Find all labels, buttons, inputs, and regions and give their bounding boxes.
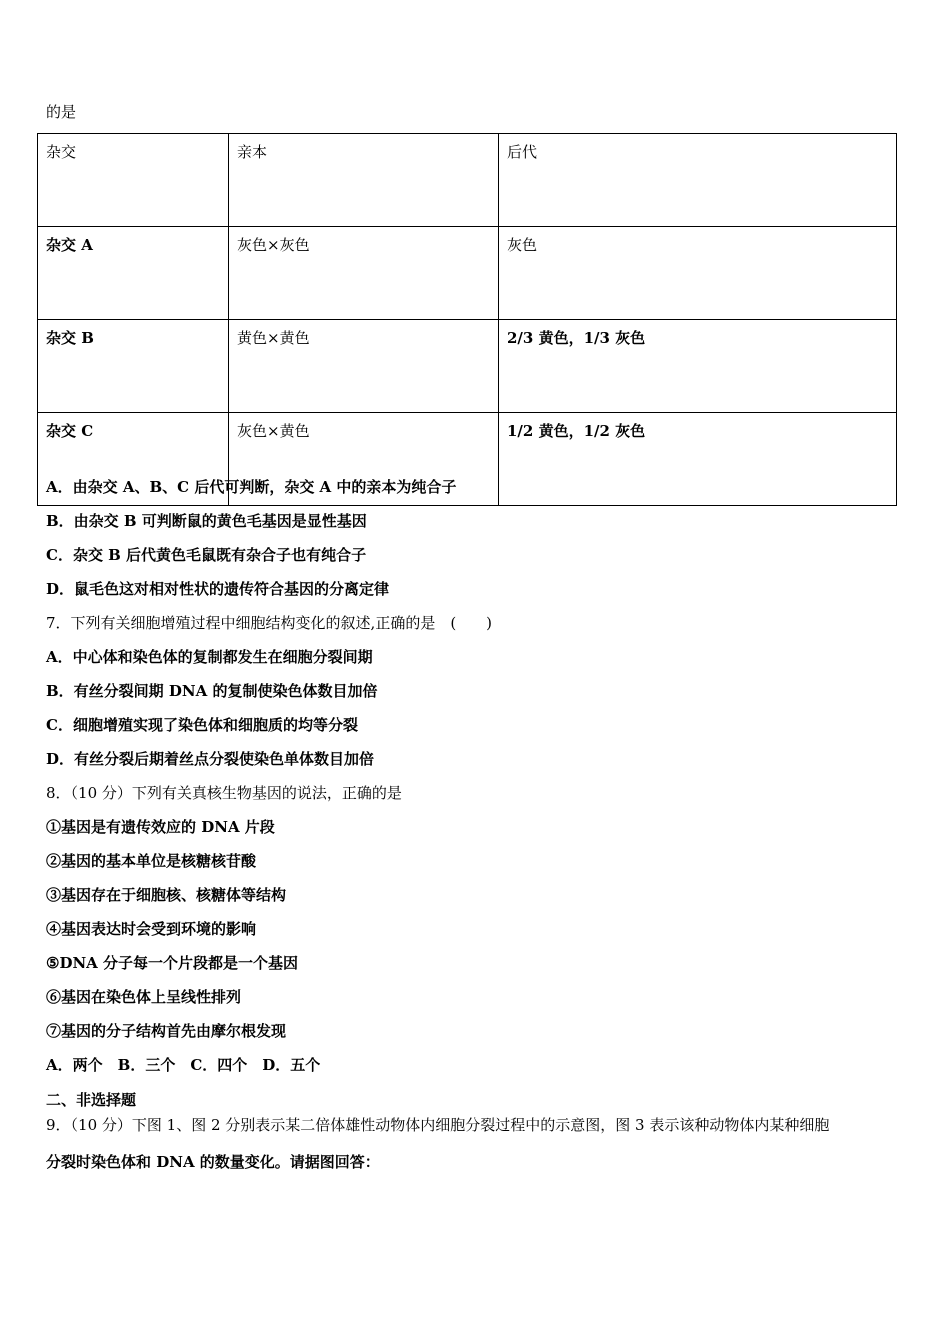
cross-table: [37, 133, 897, 506]
table-cell: 杂交 A: [38, 227, 229, 320]
table-row: [38, 227, 897, 320]
table-cell: 灰色×灰色: [229, 227, 499, 320]
table-cell: 2/3 黄色，1/3 灰色: [499, 320, 897, 413]
q9-stem-line1: 9．（10 分）下图 1、图 2 分别表示某二倍体雄性动物体内细胞分裂过程中的示意图，图 3 表示该种动物体内某种细胞: [46, 1116, 830, 1134]
table-cell: 灰色×黄色: [229, 413, 499, 506]
table-cell: 杂交 C: [38, 413, 229, 506]
q8-statement: ⑦基因的分子结构首先由摩尔根发现: [46, 1022, 287, 1040]
q8-statement: ⑤DNA 分子每一个片段都是一个基因: [46, 954, 299, 972]
q7-stem: 7．下列有关细胞增殖过程中细胞结构变化的叙述,正确的是 ( ): [46, 614, 493, 632]
q8-statement: ⑥基因在染色体上呈线性排列: [46, 988, 242, 1006]
table-cell: 杂交 B: [38, 320, 229, 413]
q8-statement: ③基因存在于细胞核、核糖体等结构: [46, 886, 287, 904]
q7-option-c: C．细胞增殖实现了染色体和细胞质的均等分裂: [46, 716, 358, 734]
q6-option-c: C．杂交 B 后代黄色毛鼠既有杂合子也有纯合子: [46, 546, 367, 564]
q7-option-d: D．有丝分裂后期着丝点分裂使染色单体数目加倍: [46, 750, 375, 768]
q8-statement: ①基因是有遗传效应的 DNA 片段: [46, 818, 275, 836]
table-cell: 灰色: [499, 227, 897, 320]
q7-option-b: B．有丝分裂间期 DNA 的复制使染色体数目加倍: [46, 682, 378, 700]
q9-stem-line2: 分裂时染色体和 DNA 的数量变化。请据图回答：: [46, 1153, 380, 1171]
table-header-cell: 后代: [499, 134, 897, 227]
question-intro-fragment: 的是: [46, 103, 77, 121]
q8-statement: ②基因的基本单位是核糖核苷酸: [46, 852, 257, 870]
table-header-cell: 亲本: [229, 134, 499, 227]
table-cell: 1/2 黄色，1/2 灰色: [499, 413, 897, 506]
table-header-row: [38, 134, 897, 227]
q6-option-a: A．由杂交 A、B、C 后代可判断，杂交 A 中的亲本为纯合子: [46, 478, 457, 496]
q6-option-b: B．由杂交 B 可判断鼠的黄色毛基因是显性基因: [46, 512, 367, 530]
q6-option-d: D．鼠毛色这对相对性状的遗传符合基因的分离定律: [46, 580, 390, 598]
table-row: [38, 320, 897, 413]
q8-options: A．两个 B．三个 C．四个 D．五个: [46, 1056, 321, 1074]
q8-statement: ④基因表达时会受到环境的影响: [46, 920, 257, 938]
table-cell: 黄色×黄色: [229, 320, 499, 413]
q8-stem: 8．（10 分）下列有关真核生物基因的说法，正确的是: [46, 784, 402, 802]
section-title: 二、非选择题: [46, 1091, 137, 1109]
table-header-cell: 杂交: [38, 134, 229, 227]
q7-option-a: A．中心体和染色体的复制都发生在细胞分裂间期: [46, 648, 373, 666]
